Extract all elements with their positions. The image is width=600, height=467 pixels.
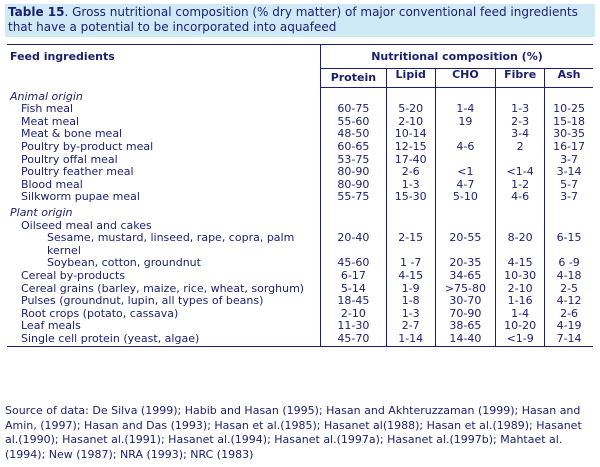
ingredient-name: Poultry feather meal — [7, 166, 321, 179]
cho-value: 4-7 — [435, 179, 495, 192]
fibre-value: 2-3 — [496, 116, 545, 129]
nutrition-table — [7, 44, 593, 347]
fibre-value: <1-4 — [496, 166, 545, 179]
protein-value: 6-17 — [321, 270, 387, 283]
ingredient-name: Cereal by-products — [7, 270, 321, 283]
lipid-value: 2-6 — [386, 166, 435, 179]
lipid-value: 5-20 — [386, 103, 435, 116]
table-row — [7, 103, 593, 116]
cho-value: 20-55 — [435, 232, 495, 257]
lipid-value: 2-15 — [386, 232, 435, 257]
lipid-value: 4-15 — [386, 270, 435, 283]
ingredient-name: Meat & bone meal — [7, 128, 321, 141]
ash-value: 4-19 — [556, 319, 582, 333]
protein-value: 20-40 — [321, 232, 387, 257]
ash-value: 15-18 — [553, 114, 586, 128]
header-cho: CHO — [435, 68, 495, 88]
empty-cell — [435, 207, 495, 220]
table-row — [7, 166, 593, 179]
fibre-value: 8-20 — [496, 232, 545, 257]
table-label: Table 15 — [8, 5, 65, 19]
lipid-value: 1-3 — [386, 179, 435, 192]
lipid-value: 1-3 — [386, 308, 435, 321]
group-animal-origin-label: Animal origin — [7, 88, 321, 104]
cho-value: 19 — [435, 116, 495, 129]
header-protein: Protein — [321, 68, 387, 88]
table-caption-text: . Gross nutritional composition (% dry matter) of major conventional feed ingredients that have a potential to be incorporated into aquafeed — [8, 5, 578, 34]
table-header-row — [7, 45, 593, 69]
protein-value: 55-60 — [321, 116, 387, 129]
fibre-value: 10-20 — [496, 320, 545, 333]
cho-value: 38-65 — [435, 320, 495, 333]
protein-value: 45-70 — [321, 333, 387, 346]
group-animal-origin — [7, 88, 593, 104]
fibre-value: 10-30 — [496, 270, 545, 283]
table-row — [7, 270, 593, 283]
source-note: Source of data: De Silva (1999); Habib and Hasan (1995); Hasan and Akhteruzzaman (1999); Hasan and Amin, (1997); Hasan and Das (1993); Hasan et al.(1985); Hasanet al(1988); Hasan et al.(1989); Hasanet al.(1990); Hasanet al.(1991); Hasanet al.(1994); Hasanet al.(1997a); Hasanet al.(1997b); Mahtaet al.(1994); New (1987); NRA (1993); NRC (1983) — [5, 404, 582, 462]
group-plant-origin-label: Plant origin — [7, 207, 321, 220]
cho-value: <1 — [435, 166, 495, 179]
empty-cell — [435, 88, 495, 104]
empty-cell — [386, 88, 435, 104]
table-row — [7, 333, 593, 346]
ingredient-name: Leaf meals — [7, 320, 321, 333]
fibre-value: 1-2 — [496, 179, 545, 192]
cho-value: >75-80 — [435, 283, 495, 296]
lipid-value: 12-15 — [386, 141, 435, 154]
lipid-value: 17-40 — [386, 154, 435, 167]
cho-value: 14-40 — [435, 333, 495, 346]
empty-cell — [321, 207, 387, 220]
table-row — [7, 295, 593, 308]
ash-value: 6 -9 — [558, 256, 580, 270]
empty-cell — [545, 88, 593, 104]
fibre-value: 1-3 — [496, 103, 545, 116]
fibre-value: 3-4 — [496, 128, 545, 141]
ash-value: 2-5 — [560, 281, 579, 295]
lipid-value: 2-7 — [386, 320, 435, 333]
ingredient-name: Silkworm pupae meal — [7, 191, 321, 204]
ash-value: 4-12 — [556, 294, 582, 308]
ash-value: 16-17 — [553, 140, 586, 154]
ash-value: 30-35 — [553, 127, 586, 141]
table-row — [7, 191, 593, 204]
group-oilseed-label: Oilseed meal and cakes — [7, 220, 321, 233]
cho-value: 70-90 — [435, 308, 495, 321]
cho-value: 4-6 — [435, 141, 495, 154]
fibre-value: 4-6 — [496, 191, 545, 204]
cho-value: 20-35 — [435, 257, 495, 270]
cho-value: 5-10 — [435, 191, 495, 204]
ingredient-name: Fish meal — [7, 103, 321, 116]
table-caption — [5, 4, 595, 37]
header-ash: Ash — [545, 68, 593, 88]
ingredient-name: Single cell protein (yeast, algae) — [7, 333, 321, 346]
ingredient-name: Blood meal — [7, 179, 321, 192]
fibre-value: 1-16 — [496, 295, 545, 308]
protein-value: 18-45 — [321, 295, 387, 308]
fibre-value: <1-9 — [496, 333, 545, 346]
header-feed-ingredients: Feed ingredients — [7, 45, 321, 88]
ash-value: 7-14 — [545, 333, 593, 346]
ash-value: 3-7 — [560, 190, 579, 204]
ash-value: 6-15 — [556, 231, 582, 245]
ash-value: 3-7 — [560, 152, 579, 166]
empty-cell — [496, 88, 545, 104]
lipid-value: 1-14 — [386, 333, 435, 346]
protein-value: 55-75 — [321, 191, 387, 204]
ingredient-name: Poultry by-product meal — [7, 141, 321, 154]
header-nutritional-composition: Nutritional composition (%) — [321, 45, 594, 69]
protein-value: 5-14 — [321, 283, 387, 296]
ingredient-name: Soybean, cotton, groundnut — [7, 257, 321, 270]
protein-value: 53-75 — [321, 154, 387, 167]
header-lipid: Lipid — [386, 68, 435, 88]
protein-value: 80-90 — [321, 166, 387, 179]
protein-value: 60-75 — [321, 103, 387, 116]
lipid-value: 1-8 — [386, 295, 435, 308]
ingredient-name: Cereal grains (barley, maize, rice, wheat, sorghum) — [7, 283, 321, 296]
cho-value: 34-65 — [435, 270, 495, 283]
protein-value: 80-90 — [321, 179, 387, 192]
ingredient-name: Poultry offal meal — [7, 154, 321, 167]
ingredient-name: Root crops (potato, cassava) — [7, 308, 321, 321]
group-plant-origin — [7, 207, 593, 220]
empty-cell — [386, 207, 435, 220]
ingredient-name: Pulses (groundnut, lupin, all types of beans) — [7, 295, 321, 308]
ash-value: 5-7 — [560, 177, 579, 191]
ash-value: 4-18 — [556, 269, 582, 282]
header-fibre: Fibre — [496, 68, 545, 88]
lipid-value: 10-14 — [386, 128, 435, 141]
lipid-value: 15-30 — [386, 191, 435, 204]
empty-cell — [545, 207, 593, 220]
protein-value: 60-65 — [321, 141, 387, 154]
fibre-value: 1-4 — [496, 308, 545, 321]
ash-value: 2-6 — [560, 306, 579, 320]
empty-cell — [496, 207, 545, 220]
cho-value: 1-4 — [435, 103, 495, 116]
protein-value: 11-30 — [321, 320, 387, 333]
fibre-value: 4-15 — [496, 257, 545, 270]
ash-value: 10-25 — [553, 102, 586, 116]
lipid-value: 1 -7 — [386, 257, 435, 270]
protein-value: 48-50 — [321, 128, 387, 141]
ingredient-name: Meat meal — [7, 116, 321, 129]
empty-cell — [321, 88, 387, 104]
table-row — [7, 141, 593, 154]
lipid-value: 1-9 — [386, 283, 435, 296]
protein-value: 2-10 — [321, 308, 387, 321]
fibre-value: 2-10 — [496, 283, 545, 296]
fibre-value: 2 — [496, 141, 545, 154]
table-row — [7, 232, 593, 257]
cho-value: 30-70 — [435, 295, 495, 308]
ash-value: 3-14 — [556, 165, 582, 179]
ingredient-name: Sesame, mustard, linseed, rape, copra, palm kernel — [7, 232, 321, 257]
lipid-value: 2-10 — [386, 116, 435, 129]
protein-value: 45-60 — [321, 257, 387, 270]
